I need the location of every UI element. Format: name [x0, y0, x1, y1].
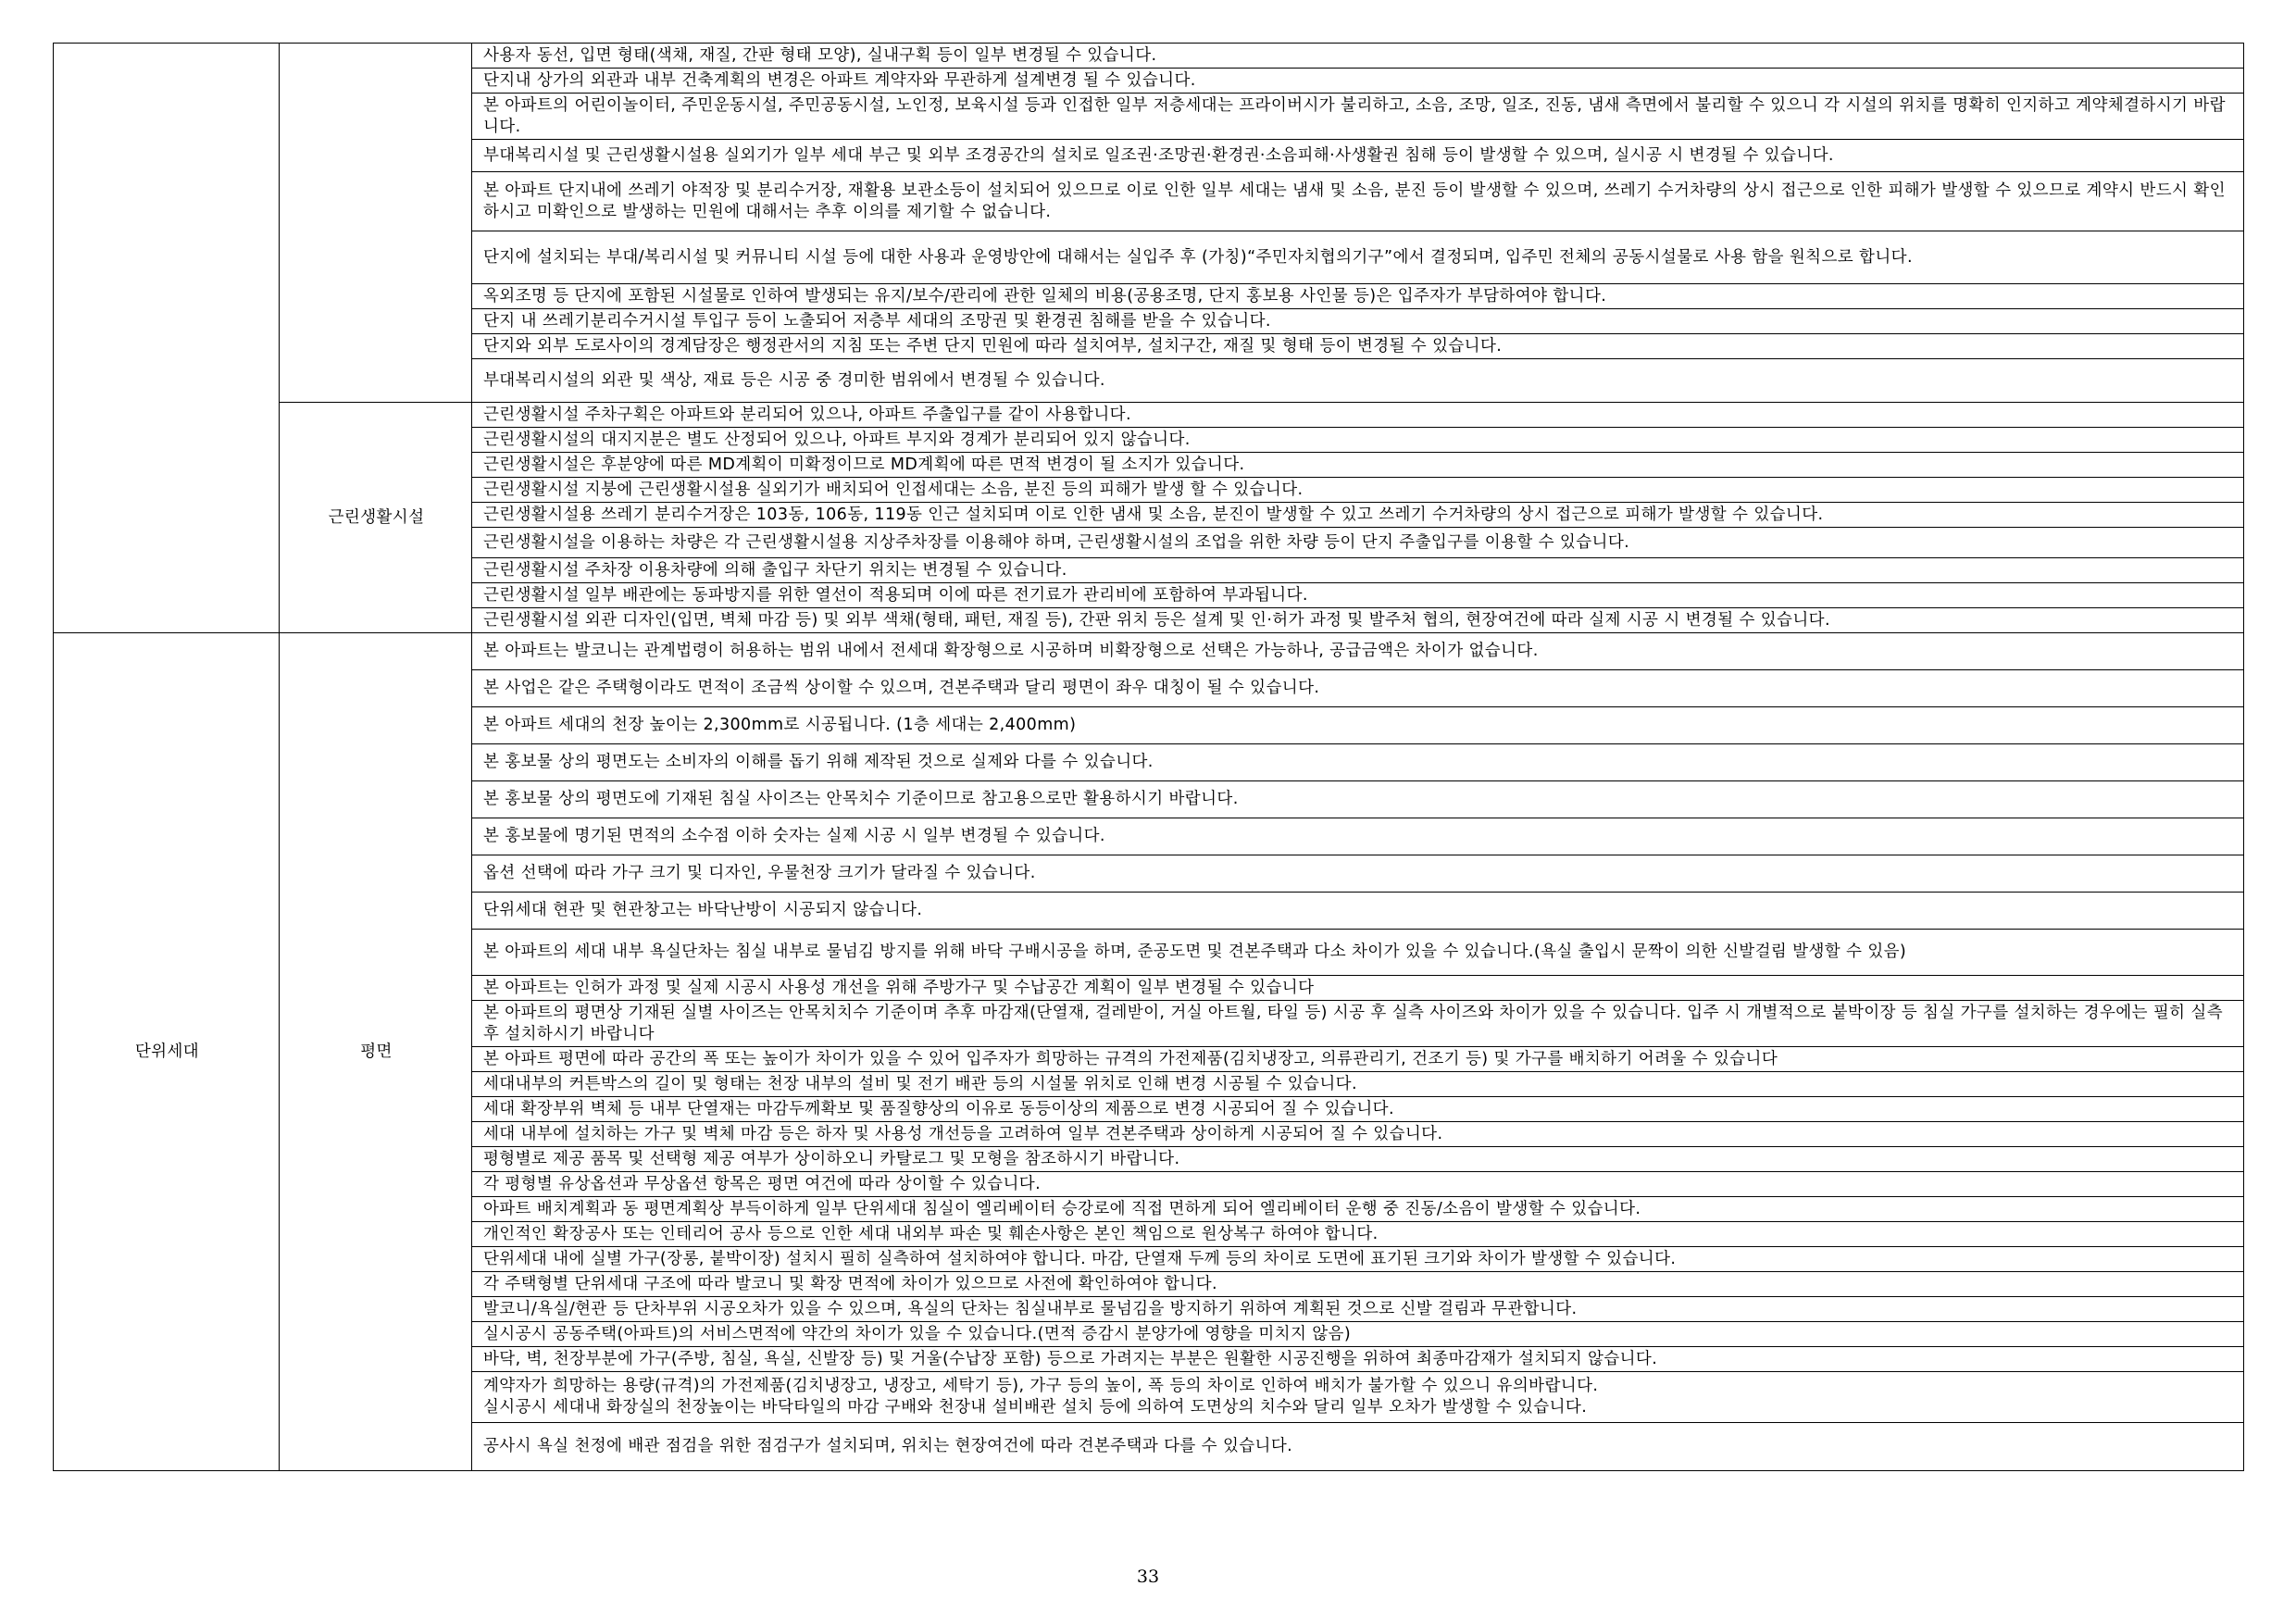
- notice-text: 바닥, 벽, 천장부분에 가구(주방, 침실, 욕실, 신발장 등) 및 거울(수납장 포함) 등으로 가려지는 부분은 원활한 시공진행을 위하여 최종마감재가 설치되지 않습니다.: [472, 1347, 2244, 1372]
- notice-text: 근린생활시설 외관 디자인(입면, 벽체 마감 등) 및 외부 색채(형태, 패턴, 재질 등), 간판 위치 등은 설계 및 인·허가 과정 및 발주처 협의, 현장여건에 따라 실제 시공 시 변경될 수 있습니다.: [472, 608, 2244, 633]
- notice-text: 근린생활시설 지붕에 근린생활시설용 실외기가 배치되어 인접세대는 소음, 분진 등의 피해가 발생 할 수 있습니다.: [472, 478, 2244, 503]
- notice-text: 옵션 선택에 따라 가구 크기 및 디자인, 우물천장 크기가 달라질 수 있습니다.: [472, 855, 2244, 893]
- notice-text: 평형별로 제공 품목 및 선택형 제공 여부가 상이하오니 카탈로그 및 모형을 참조하시기 바랍니다.: [472, 1147, 2244, 1172]
- notice-text: 단위세대 내에 실별 가구(장롱, 붙박이장) 설치시 필히 실측하여 설치하여야 합니다. 마감, 단열재 두께 등의 차이로 도면에 표기된 크기와 차이가 발생할 수 있습니다.: [472, 1247, 2244, 1272]
- notice-text: 근린생활시설의 대지지분은 별도 산정되어 있으나, 아파트 부지와 경계가 분리되어 있지 않습니다.: [472, 428, 2244, 453]
- page-number: 33: [1136, 1567, 1160, 1587]
- notice-text: 단지 내 쓰레기분리수거시설 투입구 등이 노출되어 저층부 세대의 조망권 및 환경권 침해를 받을 수 있습니다.: [472, 309, 2244, 334]
- notice-text: 단지에 설치되는 부대/복리시설 및 커뮤니티 시설 등에 대한 사용과 운영방안에 대해서는 실입주 후 (가칭)“주민자치협의기구”에서 결정되며, 입주민 전체의 공동시설물로 사용 함을 원칙으로 합니다.: [472, 231, 2244, 284]
- notice-row: [54, 44, 2244, 69]
- notice-text: 각 주택형별 단위세대 구조에 따라 발코니 및 확장 면적에 차이가 있으므로 사전에 확인하여야 합니다.: [472, 1272, 2244, 1297]
- notice-text: 개인적인 확장공사 또는 인테리어 공사 등으로 인한 세대 내외부 파손 및 훼손사항은 본인 책임으로 원상복구 하여야 합니다.: [472, 1222, 2244, 1247]
- notice-text: 공사시 욕실 천정에 배관 점검을 위한 점검구가 설치되며, 위치는 현장여건에 따라 견본주택과 다를 수 있습니다.: [472, 1423, 2244, 1471]
- notice-row: [54, 633, 2244, 670]
- subcategory-cell: [280, 44, 472, 403]
- category-cell: 단위세대: [54, 633, 280, 1471]
- notice-table: [53, 43, 2244, 1471]
- notice-text: 본 아파트의 어린이놀이터, 주민운동시설, 주민공동시설, 노인정, 보육시설 등과 인접한 일부 저층세대는 프라이버시가 불리하고, 소음, 조망, 일조, 진동, 냄새 측면에서 불리할 수 있으니 각 시설의 위치를 명확히 인지하고 계약체결하시기 바랍니다.: [472, 94, 2244, 140]
- notice-text: 본 아파트는 발코니는 관계법령이 허용하는 범위 내에서 전세대 확장형으로 시공하며 비확장형으로 선택은 가능하나, 공급금액은 차이가 없습니다.: [472, 633, 2244, 670]
- notice-text: 본 홍보물 상의 평면도는 소비자의 이해를 돕기 위해 제작된 것으로 실제와 다를 수 있습니다.: [472, 744, 2244, 781]
- notice-text: 옥외조명 등 단지에 포함된 시설물로 인하여 발생되는 유지/보수/관리에 관한 일체의 비용(공용조명, 단지 홍보용 사인물 등)은 입주자가 부담하여야 합니다.: [472, 284, 2244, 309]
- notice-text: 본 사업은 같은 주택형이라도 면적이 조금씩 상이할 수 있으며, 견본주택과 달리 평면이 좌우 대칭이 될 수 있습니다.: [472, 670, 2244, 707]
- notice-text: 근린생활시설 일부 배관에는 동파방지를 위한 열선이 적용되며 이에 따른 전기료가 관리비에 포함하여 부과됩니다.: [472, 583, 2244, 608]
- notice-text: 본 홍보물에 명기된 면적의 소수점 이하 숫자는 실제 시공 시 일부 변경될 수 있습니다.: [472, 818, 2244, 855]
- notice-text: 단위세대 현관 및 현관창고는 바닥난방이 시공되지 않습니다.: [472, 893, 2244, 930]
- notice-text: 세대 확장부위 벽체 등 내부 단열재는 마감두께확보 및 품질향상의 이유로 동등이상의 제품으로 변경 시공되어 질 수 있습니다.: [472, 1097, 2244, 1122]
- notice-text: 본 아파트 평면에 따라 공간의 폭 또는 높이가 차이가 있을 수 있어 입주자가 희망하는 규격의 가전제품(김치냉장고, 의류관리기, 건조기 등) 및 가구를 배치하기 어려울 수 있습니다: [472, 1047, 2244, 1072]
- notice-text: 단지와 외부 도로사이의 경계담장은 행정관서의 지침 또는 주변 단지 민원에 따라 설치여부, 설치구간, 재질 및 형태 등이 변경될 수 있습니다.: [472, 334, 2244, 359]
- notice-text: 실시공시 공동주택(아파트)의 서비스면적에 약간의 차이가 있을 수 있습니다.(면적 증감시 분양가에 영향을 미치지 않음): [472, 1322, 2244, 1347]
- notice-text: 세대 내부에 설치하는 가구 및 벽체 마감 등은 하자 및 사용성 개선등을 고려하여 일부 견본주택과 상이하게 시공되어 질 수 있습니다.: [472, 1122, 2244, 1147]
- notice-row: [54, 403, 2244, 428]
- notice-text: 본 아파트는 인허가 과정 및 실제 시공시 사용성 개선을 위해 주방가구 및 수납공간 계획이 일부 변경될 수 있습니다: [472, 976, 2244, 1001]
- notice-text: 계약자가 희망하는 용량(규격)의 가전제품(김치냉장고, 냉장고, 세탁기 등), 가구 등의 높이, 폭 등의 차이로 인하여 배치가 불가할 수 있으니 유의바랍니다. 실시공시 세대내 화장실의 천장높이는 바닥타일의 마감 구배와 천장내 설비배관 설치 등에 의하여 도면상의 치수와 달리 일부 오차가 발생할 수 있습니다.: [472, 1372, 2244, 1423]
- notice-text: 부대복리시설 및 근린생활시설용 실외기가 일부 세대 부근 및 외부 조경공간의 설치로 일조권·조망권·환경권·소음피해·사생활권 침해 등이 발생할 수 있으며, 실시공 시 변경될 수 있습니다.: [472, 140, 2244, 172]
- notice-text: 아파트 배치계획과 동 평면계획상 부득이하게 일부 단위세대 침실이 엘리베이터 승강로에 직접 면하게 되어 엘리베이터 운행 중 진동/소음이 발생할 수 있습니다.: [472, 1197, 2244, 1222]
- notice-text: 본 아파트 단지내에 쓰레기 야적장 및 분리수거장, 재활용 보관소등이 설치되어 있으므로 이로 인한 일부 세대는 냄새 및 소음, 분진 등이 발생할 수 있으며, 쓰레기 수거차량의 상시 접근으로 인한 피해가 발생할 수 있으므로 계약시 반드시 확인하시고 미확인으로 발생하는 민원에 대해서는 추후 이의를 제기할 수 없습니다.: [472, 172, 2244, 231]
- notice-text: 발코니/욕실/현관 등 단차부위 시공오차가 있을 수 있으며, 욕실의 단차는 침실내부로 물넘김을 방지하기 위하여 계획된 것으로 신발 걸림과 무관합니다.: [472, 1297, 2244, 1322]
- notice-text: 본 아파트의 세대 내부 욕실단차는 침실 내부로 물넘김 방지를 위해 바닥 구배시공을 하며, 준공도면 및 견본주택과 다소 차이가 있을 수 있습니다.(욕실 출입시 문짝이 의한 신발걸림 발생할 수 있음): [472, 930, 2244, 976]
- notice-text: 부대복리시설의 외관 및 색상, 재료 등은 시공 중 경미한 범위에서 변경될 수 있습니다.: [472, 359, 2244, 403]
- subcategory-cell: 평면: [280, 633, 472, 1471]
- notice-text: 각 평형별 유상옵션과 무상옵션 항목은 평면 여건에 따라 상이할 수 있습니다.: [472, 1172, 2244, 1197]
- category-cell: [54, 44, 280, 633]
- notice-text: 본 아파트의 평면상 기재된 실별 사이즈는 안목치치수 기준이며 추후 마감재(단열재, 걸레받이, 거실 아트월, 타일 등) 시공 후 실측 사이즈와 차이가 있을 수 있습니다. 입주 시 개별적으로 붙박이장 등 침실 가구를 설치하는 경우에는 필히 실측 후 설치하시기 바랍니다: [472, 1001, 2244, 1047]
- notice-text: 근린생활시설용 쓰레기 분리수거장은 103동, 106동, 119동 인근 설치되며 이로 인한 냄새 및 소음, 분진이 발생할 수 있고 쓰레기 수거차량의 상시 접근으로 피해가 발생할 수 있습니다.: [472, 503, 2244, 528]
- notice-text: 근린생활시설 주차구획은 아파트와 분리되어 있으나, 아파트 주출입구를 같이 사용합니다.: [472, 403, 2244, 428]
- notice-text: 사용자 동선, 입면 형태(색채, 재질, 간판 형태 모양), 실내구획 등이 일부 변경될 수 있습니다.: [472, 44, 2244, 69]
- notice-text: 근린생활시설은 후분양에 따른 MD계획이 미확정이므로 MD계획에 따른 면적 변경이 될 소지가 있습니다.: [472, 453, 2244, 478]
- notice-text: 세대내부의 커튼박스의 길이 및 형태는 천장 내부의 설비 및 전기 배관 등의 시설물 위치로 인해 변경 시공될 수 있습니다.: [472, 1072, 2244, 1097]
- notice-text: 단지내 상가의 외관과 내부 건축계획의 변경은 아파트 계약자와 무관하게 설계변경 될 수 있습니다.: [472, 69, 2244, 94]
- notice-text: 근린생활시설을 이용하는 차량은 각 근린생활시설용 지상주차장를 이용해야 하며, 근린생활시설의 조업을 위한 차량 등이 단지 주출입구를 이용할 수 있습니다.: [472, 528, 2244, 558]
- subcategory-cell: 근린생활시설: [280, 403, 472, 633]
- notice-text: 근린생활시설 주차장 이용차량에 의해 출입구 차단기 위치는 변경될 수 있습니다.: [472, 558, 2244, 583]
- notice-text: 본 홍보물 상의 평면도에 기재된 침실 사이즈는 안목치수 기준이므로 참고용으로만 활용하시기 바랍니다.: [472, 781, 2244, 818]
- notice-text: 본 아파트 세대의 천장 높이는 2,300mm로 시공됩니다. (1층 세대는 2,400mm): [472, 707, 2244, 744]
